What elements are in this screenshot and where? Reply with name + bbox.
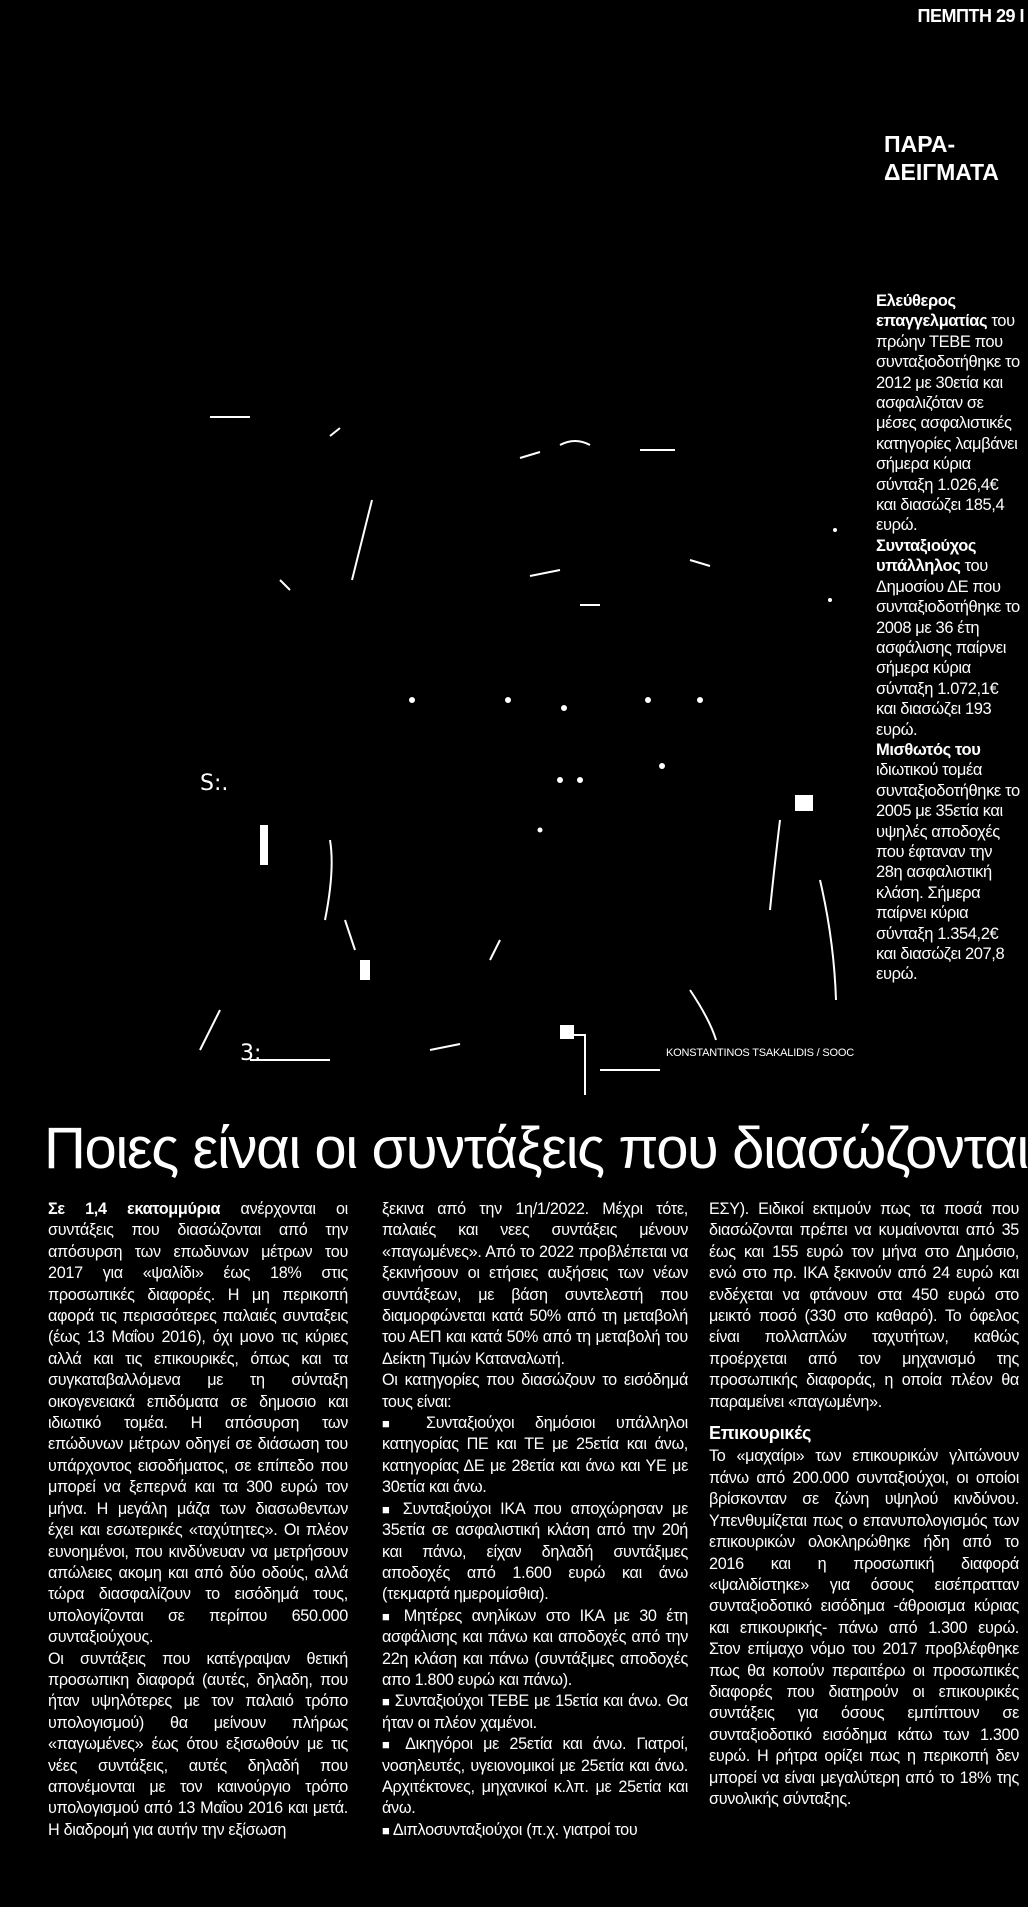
sidebar-example bbox=[876, 536, 1022, 740]
paragraph bbox=[48, 1199, 348, 1649]
paragraph-text: ανέρχονται οι συντάξεις που διασώζονται από την απόσυρση των επωδυνων μέτρων του 2017 για «ψαλίδι» έως 18% στις προσωπικές διαφορές. Η μη περικοπή αφορά τις περισσότερες παλαιές συνταξεις (έως 13 Μαΐου 2016), όχι μονο τις κύριες αλλά και τις επικουρικές, όπως και τα συγκαταβαλλόμενα με τη σύνταξη οικογενειακά επιδόματα σε δημοσιο και ιδιωτικό τομέα. Η απόσυρση των επώδυνων μέτρων οδηγεί σε διάσωση του υπάρχοντος εισοδήματος, σε επίπεδο που μπορεί να ξεπερνά και τα 300 ευρώ τον μήνα. Η μεγάλη μάζα των διασωθεντων έχει και εσωτερικές «ταχύτητες». Οι πλέον ευνοημένοι, που κινδύνευαν να μετρήσουν απώλειες ακομη και από δύο οδούς, αλλά τώρα διασφαλίζουν το εισόδημά τους, υπολογίζονται σε περίπου 650.000 συνταξιούχους. bbox=[48, 1200, 348, 1647]
sidebar-example-label: Μισθωτός του bbox=[876, 740, 981, 759]
sidebar-example-label: Ελεύθερος επαγγελματίας bbox=[876, 292, 988, 331]
paragraph: ξεκινα από την 1η/1/2022. Μέχρι τότε, παλαιές και νεες συντάξεις μένουν «παγωμένες». Από το 2022 προβλέπεται να ξεκινήσουν οι ετήσιες αυξήσεις των νέων συντάξεων, με βάση συντελεστή που διαμορφώνεται κατά 50% από τη μεταβολή του ΑΕΠ και κατά 50% από τη μεταβολή του Δείκτη Τιμών Καταναλωτή. bbox=[382, 1200, 688, 1368]
sidebar-heading-line2: ΔΕΙΓΜΑΤΑ bbox=[884, 159, 999, 185]
bullet-item: ■ Διπλοσυνταξιούχοι (π.χ. γιατροί του bbox=[382, 1820, 688, 1841]
article-column-3 bbox=[709, 1199, 1019, 1810]
bullet-item: ■ Συνταξιούχοι δημόσιοι υπάλληλοι κατηγορίας ΠΕ και ΤΕ με 25ετία και άνω, κατηγορίας ΔΕ με 28ετία και άνω και ΥΕ με 30ετία και άνω. bbox=[382, 1413, 688, 1499]
section-subheading: Επικουρικές bbox=[709, 1423, 812, 1444]
paragraph: ΕΣΥ). Ειδικοί εκτιμούν πως τα ποσά που διασώζονται πρέπει να κυμαίνονται από 35 έως και 155 ευρώ τον μήνα στο Δημόσιο, ενώ στο πρ. ΙΚΑ ξεκινούν από 24 ευρώ και ενδέχεται να φτάνουν στα 450 ευρώ στο μεικτό ποσό (330 στο καθαρό). Το όφελος είναι πολλαπλών ταχυτήτων, καθώς προέρχεται από τον μηχανισμό της προσωπικής διαφοράς, η οποία πλέον θα παραμείνει «παγωμένη». bbox=[709, 1200, 1019, 1411]
svg-text:3:: 3: bbox=[240, 1041, 262, 1066]
sidebar-example-text: ιδιωτικού τομέα συνταξιοδοτήθηκε το 2005 με 35ετία και υψηλές αποδοχές που έφταναν την 28η ασφαλιστική κλάση. Σήμερα παίρνει κύρια σύνταξη 1.354,2€ και διασώζει 207,8 ευρώ. bbox=[876, 761, 1020, 984]
sidebar-heading bbox=[884, 130, 1024, 186]
sidebar-example-text: του Δημοσίου ΔΕ που συνταξιοδοτήθηκε το 2008 με 36 έτη ασφάλισης παίρνει σήμερα κύρια σύνταξη 1.072,1€ και διασώζει 193 ευρώ. bbox=[876, 557, 1020, 739]
bullet-item: ■ Συνταξιούχοι ΙΚΑ που αποχώρησαν με 35ετία σε ασφαλιστική κλάση από την 20ή και πάνω, είχαν δηλαδή συντάξιμες αποδοχές από 1.600 ευρώ και άνω (τεκμαρτά ημερομίσθια). bbox=[382, 1499, 688, 1606]
article-column-2 bbox=[382, 1199, 688, 1841]
paragraph: Το «μαχαίρι» των επικουρικών γλιτώνουν πάνω από 200.000 συνταξιούχοι, οι οποίοι βρίσκονταν σε ζώνη υψηλού κινδύνου. Υπενθυμίζεται πως ο επανυπολογισμός των επικουρικών ολοκληρώθηκε ήδη από το 2016 και η προσωπική διαφορά «ψαλιδίστηκε» για όσους εισέπρατταν συνταξιοδοτικό εισόδημα -άθροισμα κύριας και επικουρικής- πάνω από 1.300 ευρώ. Στον επίμαχο νόμο του 2017 προβλέφθηκε πως θα κοπούν περαιτέρω οι προσωπικές διαφορές που διατηρούν οι επικουρικές συντάξεις για όσους εμπίπτουν σε συνταξιοδοτικό εισόδημα κάτω των 1.300 ευρώ. Η ρήτρα ορίζει πως η περικοπή δεν μπορεί να είναι μεγαλύτερη από το 18% της συνολικής σύνταξης. bbox=[709, 1447, 1019, 1808]
issue-date: ΠΕΜΠΤΗ 29 Ι bbox=[917, 6, 1024, 26]
sidebar-example bbox=[876, 291, 1022, 536]
bullet-item: ■ Δικηγόροι με 25ετία και άνω. Γιατροί, νοσηλευτές, υγειονομικοί με 25ετία και άνω. Αρχιτέκτονες, μηχανικοί κ.λπ. με 25ετία και άνω. bbox=[382, 1734, 688, 1820]
sidebar-example bbox=[876, 740, 1022, 985]
sidebar-example-label: Συνταξιούχος υπάλληλος bbox=[876, 536, 977, 576]
bullet-item: ■ Μητέρες ανηλίκων στο ΙΚΑ με 30 έτη ασφάλισης και πάνω και αποδοχές από την 22η κλάση και πάνω (συντάξιμες αποδοχές απο 1.800 ευρώ και πάνω). bbox=[382, 1606, 688, 1692]
bullet-item: ■ Συνταξιούχοι ΤΕΒΕ με 15ετία και άνω. Θα ήταν οι πλέον χαμένοι. bbox=[382, 1691, 688, 1734]
svg-text:S:.: S:. bbox=[200, 771, 229, 796]
paragraph: Οι κατηγορίες που διασώζουν το εισόδημά τους είναι: bbox=[382, 1371, 688, 1411]
paragraph: Οι συντάξεις που κατέγραψαν θετική προσωπικη διαφορά (αυτές, δηλαδη, που ήταν υψηλότερες με τον παλαιό τρόπο υπολογισμού) θα μείνουν πλήρως «παγωμένες» έως ότου εξισωθούν με τις νέες συντάξεις, αυτές δηλαδή που απονέμονται με τον καινούργιο τρόπο υπολογισμού από 13 Μαΐου 2016 και μετά. Η διαδρομή για αυτήν την εξίσωση bbox=[48, 1649, 348, 1839]
article-column-1 bbox=[48, 1199, 348, 1841]
article-headline: Ποιες είναι οι συντάξεις που διασώζονται bbox=[44, 1116, 1028, 1181]
lead-bold: Σε 1,4 εκατομμύρια bbox=[48, 1200, 221, 1218]
sidebar-examples bbox=[876, 291, 1022, 985]
photo-credit: KONSTANTINOS TSAKALIDIS / SOOC bbox=[666, 1047, 854, 1059]
sidebar-example-text: του πρώην ΤΕΒΕ που συνταξιοδοτήθηκε το 2012 με 30ετία και ασφαλιζόταν σε μέσες ασφαλιστικές κατηγορίες λαμβάνει σήμερα κύρια σύνταξη 1.026,4€ και διασώζει 185,4 ευρώ. bbox=[876, 312, 1020, 535]
sidebar-heading-line1: ΠΑΡΑ- bbox=[884, 131, 956, 157]
